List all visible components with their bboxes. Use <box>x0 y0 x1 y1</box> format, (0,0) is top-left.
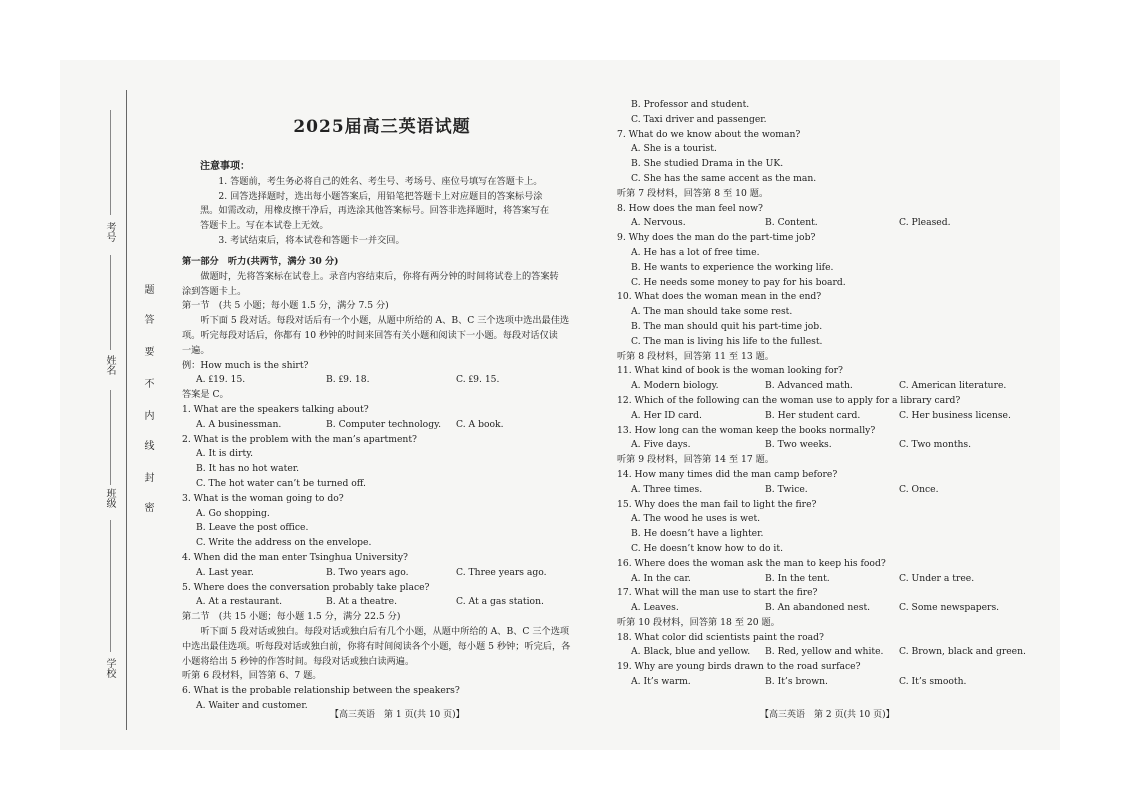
option: A. Modern biology. <box>631 380 719 392</box>
option: B. Content. <box>765 217 818 229</box>
option: B. Advanced math. <box>765 380 853 392</box>
seal-char: 密 <box>142 502 153 512</box>
instruction-text: 听下面 5 段对话。每段对话后有一个小题，从题中所给的 A、B、C 三个选项中选出最佳选 <box>200 315 570 327</box>
notice-item: 黑。如需改动，用橡皮擦干净后，再选涂其他答案标号。回答非选择题时，将答案写在 <box>200 205 550 217</box>
option: C. Write the address on the envelope. <box>196 537 372 549</box>
option: C. ₤9. 15. <box>456 374 500 386</box>
question: 17. What will the man use to start the fire? <box>617 587 818 599</box>
option: A. It is dirty. <box>196 448 254 460</box>
option: C. Some newspapers. <box>899 602 1000 614</box>
question: 14. How many times did the man camp before? <box>617 468 838 480</box>
question: 9. Why does the man do the part-time job? <box>617 232 816 244</box>
option-row <box>617 601 1047 616</box>
seal-char: 内 <box>142 410 153 420</box>
option: B. It has no hot water. <box>196 463 300 475</box>
page-footer-right: 【高三英语 第 2 页(共 10 页)】 <box>760 710 895 720</box>
name-label: 姓名 <box>104 355 115 375</box>
option: C. American literature. <box>899 380 1007 392</box>
question: 10. What does the woman mean in the end? <box>617 291 822 303</box>
question: 15. Why does the man fail to light the fire? <box>617 498 817 510</box>
option: C. The man is living his life to the fullest. <box>631 335 823 347</box>
option: C. Under a tree. <box>899 572 975 584</box>
option-row <box>617 379 1047 394</box>
notice-block <box>200 160 570 249</box>
option: C. Her business license. <box>899 409 1011 421</box>
notice-item: 1. 答题前，考生务必将自己的姓名、考生号、考场号、座位号填写在答题卡上。 <box>218 175 543 187</box>
question: 8. How does the man feel now? <box>617 202 763 214</box>
question: 16. Where does the woman ask the man to keep his food? <box>617 557 886 569</box>
option-row <box>617 572 1047 587</box>
notice-item: 答题卡上。写在本试卷上无效。 <box>200 220 329 232</box>
option-row <box>617 216 1047 231</box>
option: A. She is a tourist. <box>631 143 717 155</box>
right-column <box>617 98 1047 690</box>
question: 11. What kind of book is the woman looking for? <box>617 365 843 377</box>
option-row <box>182 373 602 388</box>
option-row <box>617 645 1047 660</box>
page-footer-left: 【高三英语 第 1 页(共 10 页)】 <box>330 710 465 720</box>
seal-char: 题 <box>142 284 153 294</box>
notice-heading: 注意事项： <box>200 161 250 172</box>
seal-char: 不 <box>142 378 153 388</box>
instruction-text: 一遍。 <box>182 344 210 356</box>
option: B. He wants to experience the working life. <box>631 261 834 273</box>
material-heading: 听第 8 段材料，回答第 11 至 13 题。 <box>617 350 774 362</box>
instruction-text: 小题将给出 5 秒钟的作答时间。每段对话或独白读两遍。 <box>182 655 415 667</box>
option: C. Brown, black and green. <box>899 646 1026 658</box>
option: B. The man should quit his part-time job. <box>631 320 823 332</box>
option-row <box>617 409 1047 424</box>
option: A. Nervous. <box>631 217 686 229</box>
option: C. He needs some money to pay for his board. <box>631 276 846 288</box>
seal-char: 线 <box>142 440 153 450</box>
option: C. Taxi driver and passenger. <box>631 113 767 125</box>
notice-item: 2. 回答选择题时，选出每小题答案后，用铅笔把答题卡上对应题目的答案标号涂 <box>218 190 543 202</box>
instruction-text: 项。听完每段对话后，你都有 10 秒钟的时间来回答有关小题和阅读下一小题。每段对话仅读 <box>182 329 558 341</box>
question: 2. What is the problem with the man’s apartment? <box>182 433 417 445</box>
seal-char: 要 <box>142 346 153 356</box>
exam-number-label: 考号 <box>104 222 115 242</box>
instruction-text: 听下面 5 段对话或独白。每段对话或独白后有几个小题，从题中所给的 A、B、C 三个选项 <box>200 625 570 637</box>
material-heading: 听第 9 段材料，回答第 14 至 17 题。 <box>617 454 774 466</box>
material-heading: 听第 10 段材料，回答第 18 至 20 题。 <box>617 616 780 628</box>
question: 19. Why are young birds drawn to the road surface? <box>617 661 861 673</box>
option: A. Black, blue and yellow. <box>631 646 751 658</box>
binding-line <box>126 90 127 730</box>
seal-char: 封 <box>142 472 153 482</box>
option: A. Three times. <box>631 483 703 495</box>
option: B. ₤9. 18. <box>326 374 370 386</box>
option: C. Two months. <box>899 439 972 451</box>
option: B. In the tent. <box>765 572 830 584</box>
notice-item: 3. 考试结束后，将本试卷和答题卡一并交回。 <box>218 234 405 246</box>
instruction-text: 做题时，先将答案标在试卷上。录音内容结束后，你将有两分钟的时间将试卷上的答案转 <box>200 270 559 282</box>
question: 6. What is the probable relationship between the speakers? <box>182 685 460 697</box>
example-answer: 答案是 C。 <box>182 389 229 401</box>
option: B. An abandoned nest. <box>765 602 871 614</box>
option: A. The man should take some rest. <box>631 306 793 318</box>
option: A. Go shopping. <box>196 507 270 519</box>
option: A. Last year. <box>196 566 254 578</box>
left-column <box>182 255 602 714</box>
option: A. Leaves. <box>631 602 679 614</box>
option: C. He doesn’t know how to do it. <box>631 542 783 554</box>
material-heading: 听第 6 段材料，回答第 6、7 题。 <box>182 670 322 682</box>
option-row <box>617 438 1047 453</box>
class-label: 班级 <box>104 488 115 508</box>
school-blank <box>110 520 111 652</box>
material-heading: 听第 7 段材料，回答第 8 至 10 题。 <box>617 187 769 199</box>
option: B. Two weeks. <box>765 439 832 451</box>
option: B. Professor and student. <box>631 99 750 110</box>
option: B. Twice. <box>765 483 808 495</box>
option-row <box>617 483 1047 498</box>
option: C. Pleased. <box>899 217 951 229</box>
option: A. At a restaurant. <box>196 596 282 608</box>
option: C. At a gas station. <box>456 596 544 608</box>
question: 3. What is the woman going to do? <box>182 492 344 504</box>
seal-char: 答 <box>142 314 153 324</box>
option: A. A businessman. <box>196 418 282 430</box>
option: C. Three years ago. <box>456 566 547 578</box>
example-question: 例：How much is the shirt? <box>182 359 309 371</box>
option: B. He doesn’t have a lighter. <box>631 528 764 540</box>
option: A. Her ID card. <box>631 409 702 421</box>
question: 5. Where does the conversation probably take place? <box>182 581 430 593</box>
option: A. It’s warm. <box>631 676 691 688</box>
instruction-text: 中选出最佳选项。听每段对话或独白前，你将有时间阅读各个小题，每小题 5 秒钟；听完后，各 <box>182 640 571 652</box>
question: 4. When did the man enter Tsinghua University? <box>182 551 408 563</box>
option-row <box>182 418 602 433</box>
option: A. The wood he uses is wet. <box>631 513 761 525</box>
option: A. He has a lot of free time. <box>631 246 760 258</box>
option: A. In the car. <box>631 572 691 584</box>
option: B. Her student card. <box>765 409 861 421</box>
part-heading: 第一部分 听力(共两节，满分 30 分) <box>182 256 339 267</box>
option: B. Red, yellow and white. <box>765 646 884 658</box>
option: C. Once. <box>899 483 939 495</box>
question: 1. What are the speakers talking about? <box>182 403 369 415</box>
section-heading: 第二节 (共 15 小题；每小题 1.5 分，满分 22.5 分) <box>182 611 401 623</box>
section-heading: 第一节 (共 5 小题；每小题 1.5 分，满分 7.5 分) <box>182 300 389 312</box>
option: B. At a theatre. <box>326 596 398 608</box>
option-row <box>182 595 602 610</box>
option: C. The hot water can’t be turned off. <box>196 477 366 489</box>
option: B. Computer technology. <box>326 418 441 430</box>
option: A. Five days. <box>631 439 691 451</box>
option-row <box>617 675 1047 690</box>
name-blank <box>110 255 111 350</box>
class-blank <box>110 390 111 485</box>
option: C. It’s smooth. <box>899 676 967 688</box>
exam-title: 2025届高三英语试题 <box>293 117 471 137</box>
option: A. ₤19. 15. <box>196 374 246 386</box>
exam-number-blank <box>110 110 111 215</box>
question: 13. How long can the woman keep the books normally? <box>617 424 876 436</box>
option: B. She studied Drama in the UK. <box>631 158 784 170</box>
option: B. Two years ago. <box>326 566 409 578</box>
option: A. Waiter and customer. <box>196 699 308 711</box>
option: B. It’s brown. <box>765 676 828 688</box>
option-row <box>182 566 602 581</box>
instruction-text: 涂到答题卡上。 <box>182 285 247 297</box>
question: 12. Which of the following can the woman use to apply for a library card? <box>617 394 961 406</box>
option: C. She has the same accent as the man. <box>631 172 817 184</box>
option: C. A book. <box>456 418 504 430</box>
option: B. Leave the post office. <box>196 522 309 534</box>
school-label: 学校 <box>104 658 115 678</box>
question: 18. What color did scientists paint the road? <box>617 631 824 643</box>
question: 7. What do we know about the woman? <box>617 128 801 140</box>
